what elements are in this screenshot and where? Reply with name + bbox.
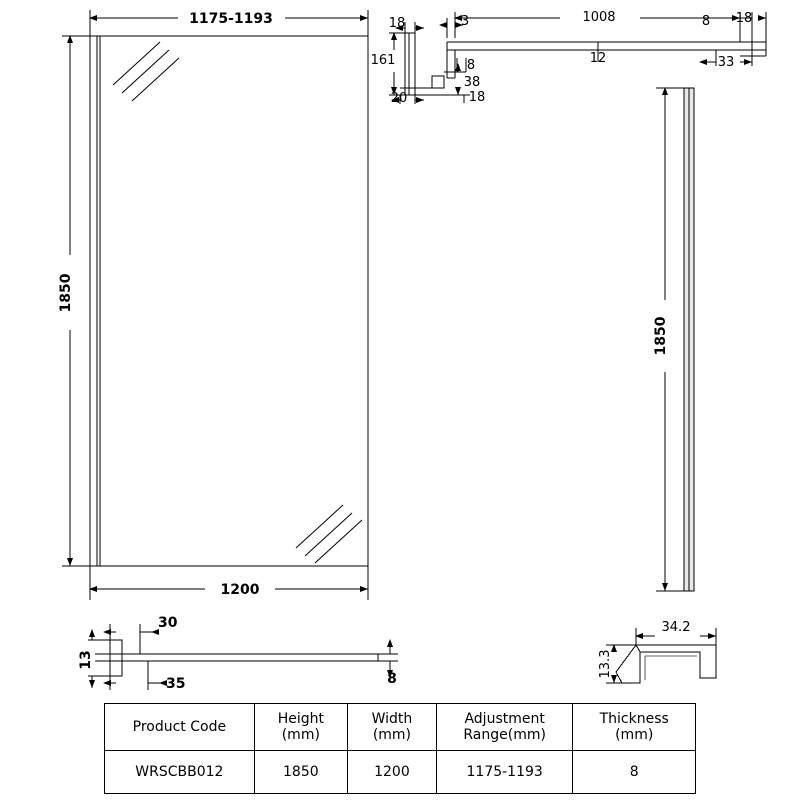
header-width-line2: (mm) xyxy=(372,727,412,743)
dim-channel-height: 13.3 xyxy=(598,649,613,679)
header-thickness-line2: (mm) xyxy=(615,727,654,743)
dim-front-top: 1175-1193 xyxy=(189,11,273,27)
dim-plan-35: 35 xyxy=(166,676,186,692)
dim-rail-8: 8 xyxy=(701,14,711,29)
dim-rail-3: 3 xyxy=(460,14,470,29)
header-adjustment-line2: Range(mm) xyxy=(463,727,546,743)
header-height xyxy=(254,704,347,751)
header-height-line2: (mm) xyxy=(281,727,320,743)
dim-profile-8: 8 xyxy=(466,58,476,73)
dim-rail-1008: 1008 xyxy=(582,10,616,25)
dim-plan-30: 30 xyxy=(158,615,178,631)
header-adjustment-range xyxy=(436,704,572,751)
table-row xyxy=(105,751,696,794)
header-thickness-line1: Thickness xyxy=(599,710,669,727)
header-height-line1: Height xyxy=(277,710,324,727)
header-width xyxy=(347,704,436,751)
cell-adjustment-range: 1175-1193 xyxy=(436,751,572,794)
cell-thickness: 8 xyxy=(573,751,696,794)
cell-width: 1200 xyxy=(347,751,436,794)
dim-plan-13: 13 xyxy=(78,650,94,670)
dim-profile-20: 20 xyxy=(390,91,408,106)
dim-plan-8: 8 xyxy=(387,671,397,687)
header-thickness xyxy=(573,704,696,751)
cell-product-code: WRSCBB012 xyxy=(105,751,255,794)
dim-rail-12: 12 xyxy=(589,51,607,66)
header-product-code-line1: Product Code xyxy=(132,718,227,735)
dim-rail-18: 18 xyxy=(735,11,753,26)
dim-rail-33: 33 xyxy=(717,55,735,70)
dim-profile-161: 161 xyxy=(370,53,396,68)
cell-height: 1850 xyxy=(254,751,347,794)
header-adjustment-line1: Adjustment xyxy=(464,710,545,727)
dim-front-left: 1850 xyxy=(58,273,74,313)
dim-front-bottom: 1200 xyxy=(220,582,260,598)
table-header-row xyxy=(105,704,696,751)
dim-side-1850: 1850 xyxy=(653,316,669,356)
specification-table xyxy=(104,703,696,794)
dim-profile-18-bottom: 18 xyxy=(468,90,486,105)
dim-channel-width: 34.2 xyxy=(661,620,691,635)
header-width-line1: Width xyxy=(371,710,413,727)
dim-profile-38: 38 xyxy=(463,75,481,90)
header-product-code xyxy=(105,704,255,751)
dim-profile-18-top: 18 xyxy=(388,16,406,31)
